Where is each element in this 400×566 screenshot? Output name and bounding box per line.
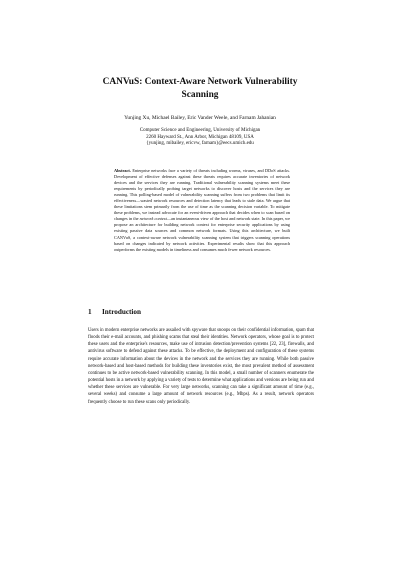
section-heading (88, 308, 318, 317)
affiliation-emails: {yunjing, mibailey, ericvw, farnam}@eecs.umich.edu (146, 141, 254, 147)
abstract-text-1: Enterprise networks face a variety of threats including worms, viruses, and DDoS attacks. Development of effective defenses against these threats requires accurate inventories of network devices and the services they are running. Traditional vulnerability scanning systems meet these requirements by periodically probing target networks to discover hosts and the services they are running. This polling-based model of vulnerability scanning suffers from two problems that limit its effectiveness—wasted network resources and detection latency that leads to stale data. We argue that these limitations stem primarily from the use of time as the scanning decision variable. To mitigate these problems, we instead advocate for an event-driven approach that decides when to scan based on changes in the (114, 168, 290, 222)
affiliation-block (60, 128, 340, 148)
author-list: Yunjing Xu, Michael Bailey, Eric Vander Weele, and Farnam Jahanian (124, 115, 276, 121)
abstract-label: Abstract. (114, 168, 131, 173)
title-line-2: Scanning (181, 89, 219, 100)
title-line-1: CANVuS: Context-Aware Network Vulnerability (102, 77, 298, 87)
section-number: 1 (88, 308, 92, 316)
abstract-text-2: —an instantaneous view of the host and network state. In this paper, we propose an architecture for building network context for enterprise security applications by using existing passive data sources and common network formats. Using this architecture, we built CANVuS, a context-aware network vulnerability scanning system that triggers scanning operations based on changes indicated by network activities. Experimental results show that this approach outperforms the existing models in timeliness and consumes much fewer network resources. (114, 216, 290, 252)
section-title: Introduction (102, 308, 142, 316)
introduction-paragraph: Users in modern enterprise networks are assailed with spyware that snoops on their confidential information, spam that floods their e-mail accounts, and phishing scams that steal their identities. Network operators, whose goal is to protect these users and the enterprise's resources, make use of intrusion detection/prevention systems [22, 23], firewalls, and antivirus software to defend against these attacks. To be effective, the deployment and configuration of these systems require accurate information about the devices in the network and the services they are running. While both passive network-based and host-based methods for building these inventories exist, the most prevalent method of assessment continues to be active network-based vulnerability scanning. In this model, a small number of scanners enumerate the potential hosts in a network by applying a variety of tests to determine what applications and versions are being run and whether these services are vulnerable. For very large networks, scanning can take a significant amount of time (e.g., several weeks) and consume a large amount of network resources (e.g., Mbps). As a result, network operators frequently choose to run these scans only periodically. (88, 328, 314, 405)
abstract (114, 168, 290, 253)
affiliation-line-2: 2260 Hayward St., Ann Arbor, Michigan 48109, USA (146, 134, 254, 140)
paper-title (60, 76, 340, 101)
abstract-emphasis: network context (139, 216, 167, 222)
affiliation-line-1: Computer Science and Engineering, University of Michigan (139, 128, 261, 133)
